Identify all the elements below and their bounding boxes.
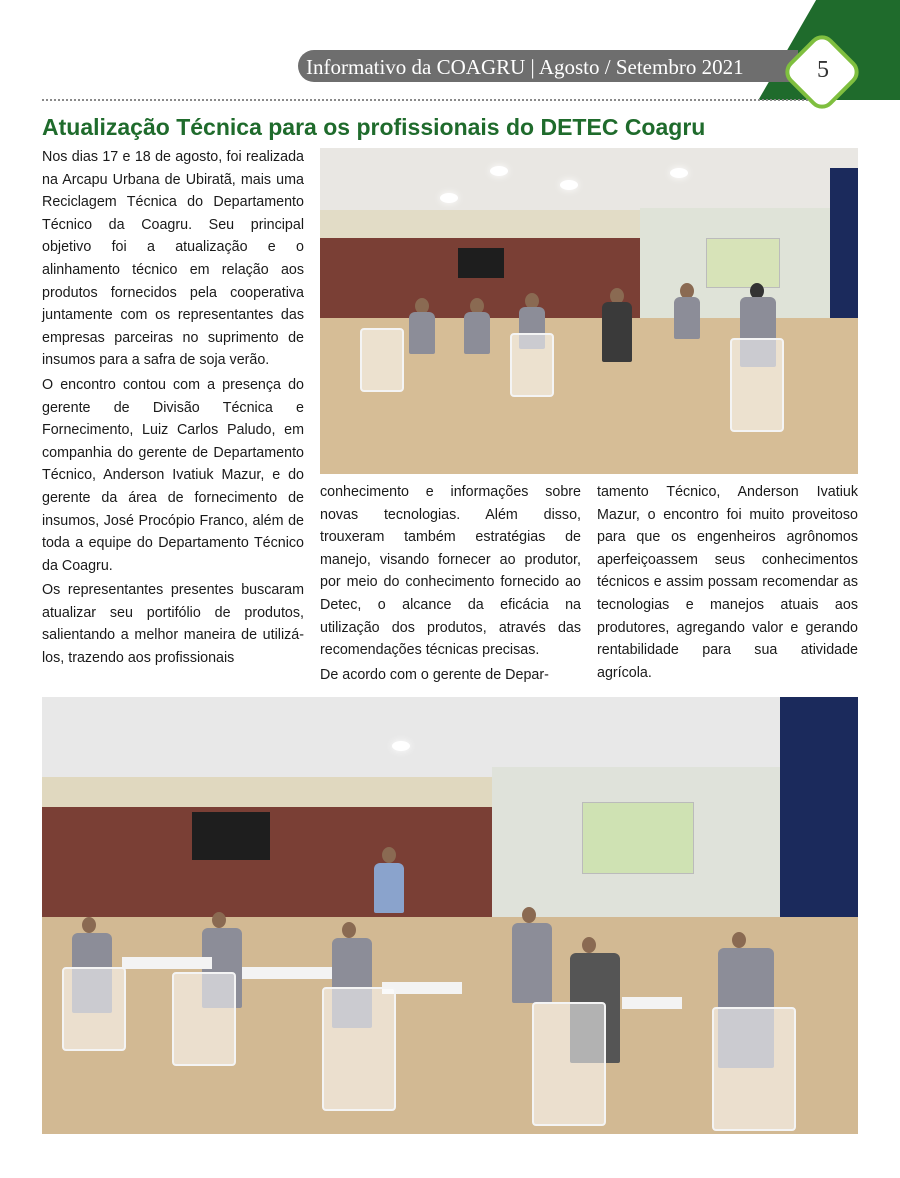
paragraph: Nos dias 17 e 18 de agosto, foi realizada na Arcapu Urbana de Ubiratã, mais uma Reciclagem Técnica do Departamento Técnico da Coagru. Seu principal objetivo foi a atualização e o alinhamento técnico em relação aos produtos fornecidos pela cooperativa juntamente com os representantes das empresas parceiras no suprimento de insumos para a safra de soja verão.	[42, 149, 304, 369]
paragraph: conhecimento e informações sobre novas tecnologias. Além disso, trouxeram também estratégias de manejo, visando fornecer ao produtor, por meio do conhecimento fornecido ao Detec, o alcance da eficácia na utilização dos produtos, através das recomendações técnicas precisas.	[320, 484, 581, 659]
meeting-photo-bottom	[42, 697, 858, 1134]
article-column-3	[597, 481, 858, 686]
paragraph: O encontro contou com a presença do gerente de Divisão Técnica e Fornecimento, Luiz Carlos Paludo, em companhia do gerente de Departamento Técnico, Anderson Ivatiuk Mazur, e do gerente da área de fornecimento de insumos, José Procópio Franco, além de toda a equipe do Departamento Técnico da Coagru.	[42, 376, 304, 574]
page-number: 5	[817, 57, 829, 83]
meeting-photo-top	[320, 148, 858, 474]
publication-header: Informativo da COAGRU | Agosto / Setembro 2021	[306, 55, 744, 79]
header-divider	[42, 99, 808, 101]
article-column-1	[42, 146, 304, 672]
paragraph: tamento Técnico, Anderson Ivatiuk Mazur, o encontro foi muito proveitoso para que os engenheiros agrônomos aperfeiçoassem seus conhecimentos técnicos e assim possam recomendar as tecnologias e manejos atuais aos produtores, agregando valor e gerando rentabilidade para sua atividade agrícola.	[597, 484, 858, 681]
article-column-2	[320, 481, 581, 688]
article-title: Atualização Técnica para os profissionais do DETEC Coagru	[42, 114, 706, 140]
paragraph: De acordo com o gerente de Depar-	[320, 666, 549, 683]
paragraph: Os representantes presentes buscaram atualizar seu portifólio de produtos, salientando a melhor maneira de utilizá-los, trazendo aos profissionais	[42, 582, 304, 667]
